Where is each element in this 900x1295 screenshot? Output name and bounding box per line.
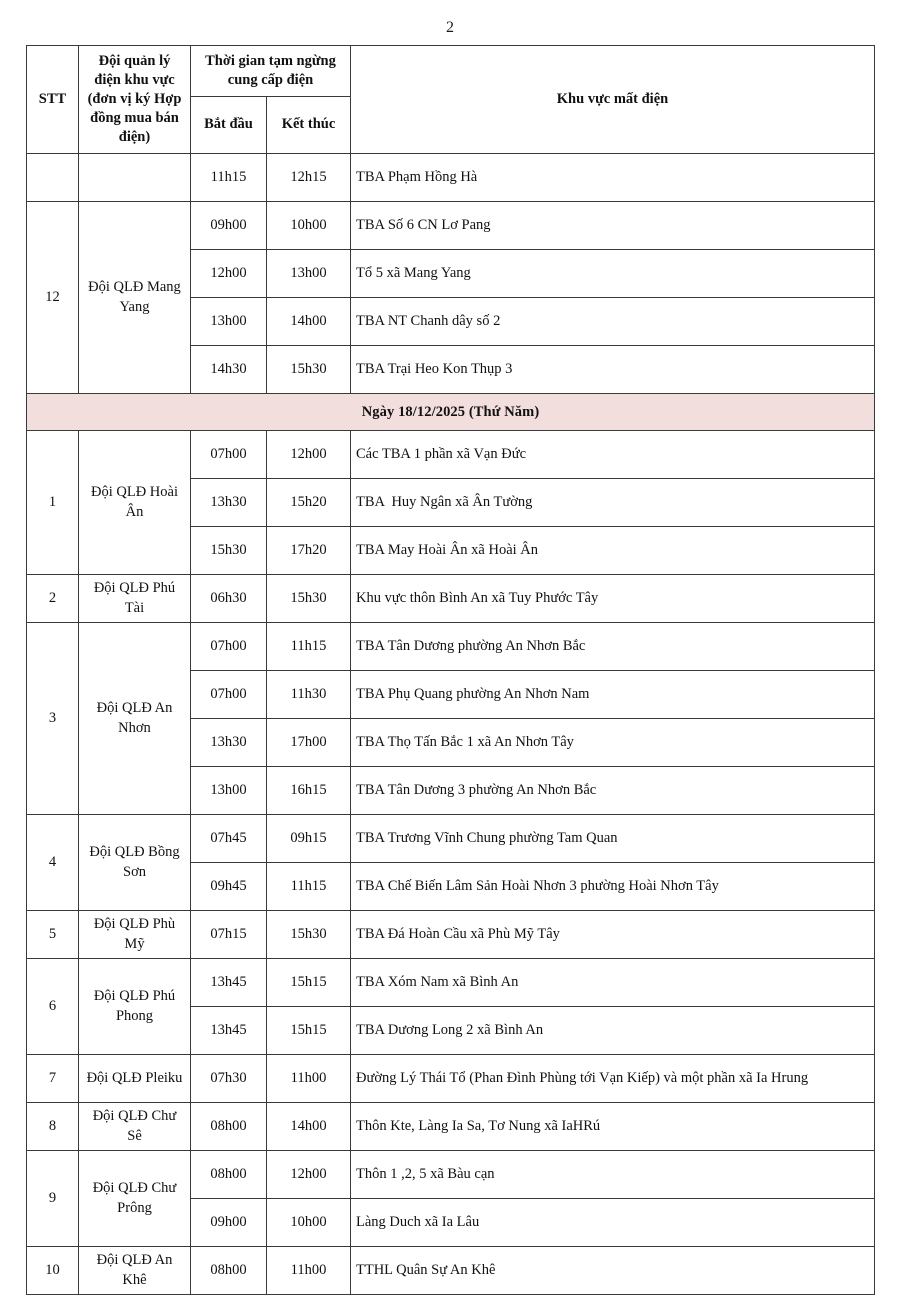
cell-unit: Đội QLĐ Phú Phong (79, 959, 191, 1055)
cell-end-time: 15h15 (267, 959, 351, 1007)
cell-start-time: 08h00 (191, 1103, 267, 1151)
cell-end-time: 11h15 (267, 623, 351, 671)
outage-schedule-table (26, 45, 875, 1295)
cell-stt: 9 (27, 1151, 79, 1247)
cell-end-time: 12h15 (267, 154, 351, 202)
cell-stt: 6 (27, 959, 79, 1055)
table-row (27, 1055, 875, 1103)
table-row (27, 623, 875, 671)
cell-unit: Đội QLĐ Hoài Ân (79, 431, 191, 575)
cell-unit: Đội QLĐ An Khê (79, 1247, 191, 1295)
cell-area: TBA Huy Ngân xã Ân Tường (351, 479, 875, 527)
cell-unit: Đội QLĐ Mang Yang (79, 202, 191, 394)
table-row (27, 1103, 875, 1151)
cell-area: TBA Tân Dương 3 phường An Nhơn Bắc (351, 767, 875, 815)
cell-end-time: 11h30 (267, 671, 351, 719)
table-body (27, 154, 875, 1295)
column-header-stt: STT (27, 46, 79, 154)
cell-unit: Đội QLĐ Phù Mỹ (79, 911, 191, 959)
cell-area: TBA NT Chanh dây số 2 (351, 298, 875, 346)
cell-area: TBA Xóm Nam xã Bình An (351, 959, 875, 1007)
cell-end-time: 14h00 (267, 298, 351, 346)
column-header-area: Khu vực mất điện (351, 46, 875, 154)
cell-start-time: 09h00 (191, 202, 267, 250)
cell-end-time: 10h00 (267, 1199, 351, 1247)
cell-unit: Đội QLĐ Phú Tài (79, 575, 191, 623)
table-row (27, 202, 875, 250)
table-row (27, 431, 875, 479)
cell-end-time: 17h20 (267, 527, 351, 575)
cell-start-time: 07h15 (191, 911, 267, 959)
cell-stt: 5 (27, 911, 79, 959)
cell-start-time: 08h00 (191, 1247, 267, 1295)
cell-end-time: 11h15 (267, 863, 351, 911)
cell-area: TBA Chế Biến Lâm Sản Hoài Nhơn 3 phường Hoài Nhơn Tây (351, 863, 875, 911)
table-row (27, 1247, 875, 1295)
cell-end-time: 16h15 (267, 767, 351, 815)
cell-start-time: 07h45 (191, 815, 267, 863)
cell-area: TBA Trương Vĩnh Chung phường Tam Quan (351, 815, 875, 863)
cell-stt: 10 (27, 1247, 79, 1295)
table-row (27, 575, 875, 623)
cell-area: TBA Dương Long 2 xã Bình An (351, 1007, 875, 1055)
cell-area: TBA May Hoài Ân xã Hoài Ân (351, 527, 875, 575)
cell-stt (27, 154, 79, 202)
cell-start-time: 13h00 (191, 767, 267, 815)
table-header-row-1 (27, 46, 875, 97)
cell-start-time: 07h30 (191, 1055, 267, 1103)
cell-end-time: 12h00 (267, 1151, 351, 1199)
cell-end-time: 10h00 (267, 202, 351, 250)
cell-area: Làng Duch xã Ia Lâu (351, 1199, 875, 1247)
cell-stt: 1 (27, 431, 79, 575)
cell-start-time: 08h00 (191, 1151, 267, 1199)
cell-end-time: 13h00 (267, 250, 351, 298)
cell-area: Đường Lý Thái Tổ (Phan Đình Phùng tới Vạn Kiếp) và một phần xã Ia Hrung (351, 1055, 875, 1103)
cell-area: TBA Tân Dương phường An Nhơn Bắc (351, 623, 875, 671)
cell-area: TBA Phạm Hồng Hà (351, 154, 875, 202)
cell-end-time: 14h00 (267, 1103, 351, 1151)
cell-area: TTHL Quân Sự An Khê (351, 1247, 875, 1295)
cell-area: TBA Đá Hoàn Cầu xã Phù Mỹ Tây (351, 911, 875, 959)
cell-unit: Đội QLĐ Pleiku (79, 1055, 191, 1103)
cell-area: Các TBA 1 phần xã Vạn Đức (351, 431, 875, 479)
cell-start-time: 07h00 (191, 431, 267, 479)
page-number: 2 (446, 19, 454, 36)
table-row (27, 154, 875, 202)
cell-start-time: 13h00 (191, 298, 267, 346)
cell-start-time: 13h30 (191, 479, 267, 527)
table-row (27, 815, 875, 863)
column-header-end: Kết thúc (267, 97, 351, 154)
column-header-start: Bắt đầu (191, 97, 267, 154)
cell-end-time: 11h00 (267, 1247, 351, 1295)
date-separator-label: Ngày 18/12/2025 (Thứ Năm) (27, 394, 875, 431)
date-separator-row (27, 394, 875, 431)
cell-start-time: 07h00 (191, 671, 267, 719)
cell-end-time: 11h00 (267, 1055, 351, 1103)
cell-end-time: 12h00 (267, 431, 351, 479)
cell-stt: 7 (27, 1055, 79, 1103)
cell-end-time: 15h30 (267, 911, 351, 959)
cell-area: TBA Số 6 CN Lơ Pang (351, 202, 875, 250)
cell-area: Tổ 5 xã Mang Yang (351, 250, 875, 298)
table-row (27, 911, 875, 959)
column-header-unit: Đội quản lý điện khu vực (đơn vị ký Hợp đồng mua bán điện) (79, 46, 191, 154)
cell-end-time: 15h30 (267, 346, 351, 394)
cell-stt: 8 (27, 1103, 79, 1151)
cell-end-time: 15h20 (267, 479, 351, 527)
cell-area: TBA Trại Heo Kon Thụp 3 (351, 346, 875, 394)
cell-area: Thôn 1 ,2, 5 xã Bàu cạn (351, 1151, 875, 1199)
cell-start-time: 07h00 (191, 623, 267, 671)
cell-area: Khu vực thôn Bình An xã Tuy Phước Tây (351, 575, 875, 623)
cell-end-time: 15h15 (267, 1007, 351, 1055)
column-header-time-group: Thời gian tạm ngừng cung cấp điện (191, 46, 351, 97)
cell-unit: Đội QLĐ Chư Sê (79, 1103, 191, 1151)
cell-unit: Đội QLĐ Chư Prông (79, 1151, 191, 1247)
cell-start-time: 15h30 (191, 527, 267, 575)
table-row (27, 1151, 875, 1199)
cell-area: Thôn Kte, Làng Ia Sa, Tơ Nung xã IaHRú (351, 1103, 875, 1151)
cell-stt: 2 (27, 575, 79, 623)
cell-area: TBA Thọ Tấn Bắc 1 xã An Nhơn Tây (351, 719, 875, 767)
outage-schedule-table-container (26, 45, 874, 1295)
cell-stt: 12 (27, 202, 79, 394)
cell-start-time: 13h30 (191, 719, 267, 767)
cell-area: TBA Phụ Quang phường An Nhơn Nam (351, 671, 875, 719)
cell-start-time: 06h30 (191, 575, 267, 623)
cell-unit: Đội QLĐ An Nhơn (79, 623, 191, 815)
cell-end-time: 17h00 (267, 719, 351, 767)
cell-end-time: 15h30 (267, 575, 351, 623)
table-header (27, 46, 875, 154)
cell-start-time: 14h30 (191, 346, 267, 394)
cell-unit (79, 154, 191, 202)
cell-start-time: 11h15 (191, 154, 267, 202)
cell-stt: 3 (27, 623, 79, 815)
cell-start-time: 09h45 (191, 863, 267, 911)
cell-stt: 4 (27, 815, 79, 911)
table-row (27, 959, 875, 1007)
cell-start-time: 12h00 (191, 250, 267, 298)
cell-unit: Đội QLĐ Bồng Sơn (79, 815, 191, 911)
cell-start-time: 09h00 (191, 1199, 267, 1247)
cell-start-time: 13h45 (191, 1007, 267, 1055)
cell-start-time: 13h45 (191, 959, 267, 1007)
cell-end-time: 09h15 (267, 815, 351, 863)
